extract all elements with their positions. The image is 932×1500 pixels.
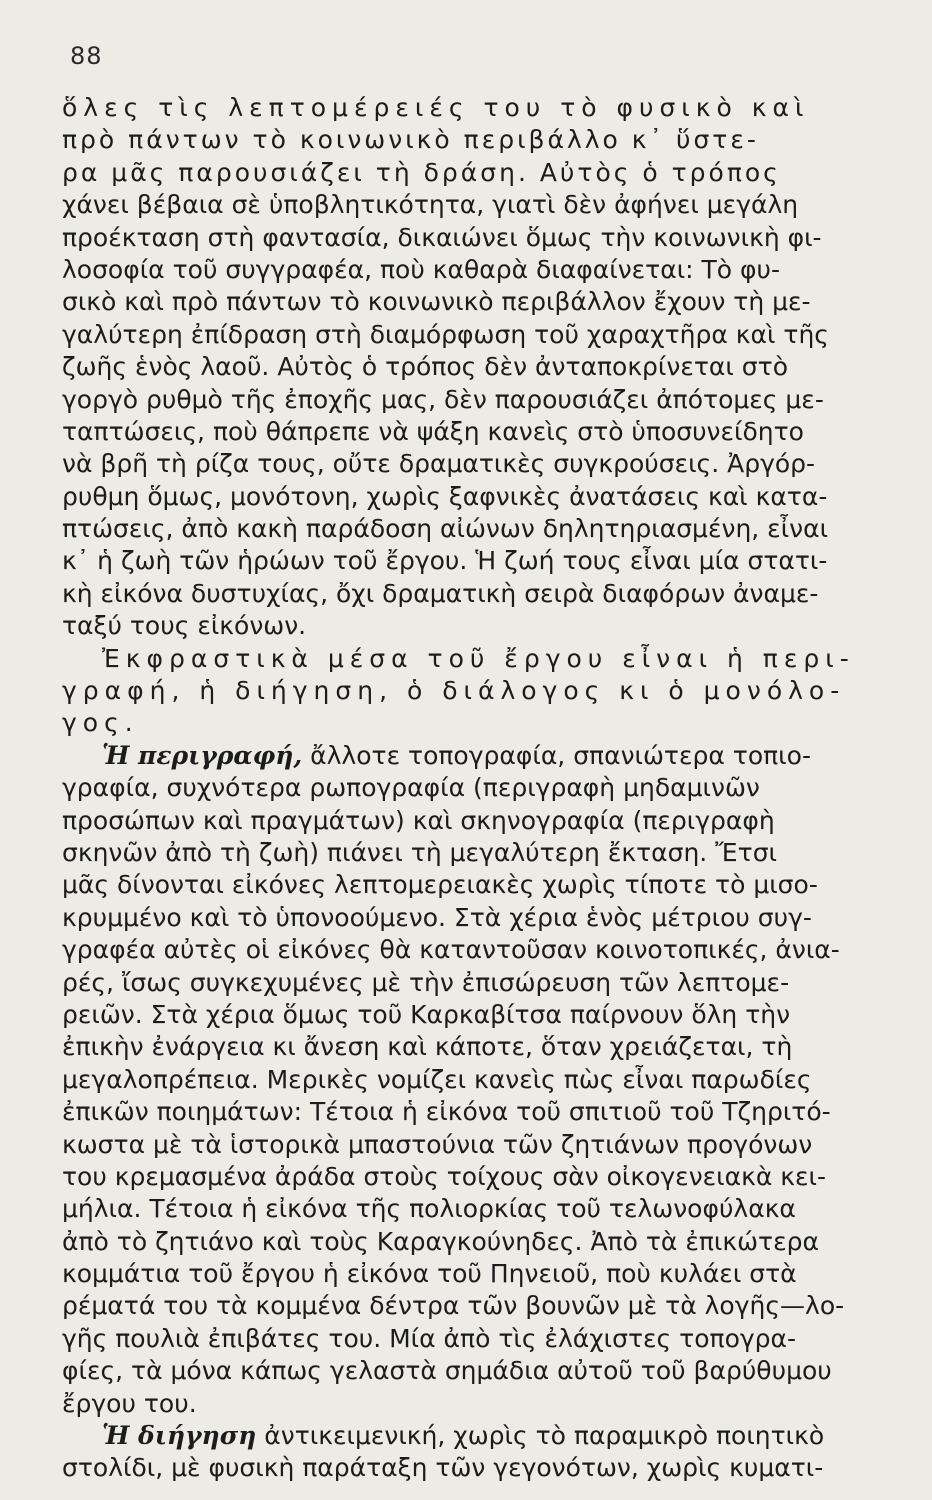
text-line: προσώπων καὶ πραγμάτων) καὶ σκηνογραφία (περιγραφὴ — [62, 805, 775, 835]
term-perigrafi: Ἡ περιγραφή, — [102, 740, 303, 770]
text-line: ρέματά του τὰ κομμένα δέντρα τῶν βουνῶν μὲ τὰ λογῆς—λο- — [62, 1291, 845, 1321]
text-line: Ἐκφραστικὰ μέσα τοῦ ἔργου εἶναι ἡ περι- — [102, 643, 855, 673]
text-line: ἀπὸ τὸ ζητιάνο καὶ τοὺς Καραγκούνηδες. Ἀπὸ τὰ ἐπικώτερα — [62, 1226, 819, 1256]
text-line: γραφία, συχνότερα ρωπογραφία (περιγραφὴ μηδαμινῶν — [62, 773, 760, 803]
text-line: ζωῆς ἑνὸς λαοῦ. Αὐτὸς ὁ τρόπος δὲν ἀνταποκρίνεται στὸ — [62, 352, 788, 382]
text-line: ταξύ τους εἰκόνων. — [62, 611, 307, 641]
text-line: ρειῶν. Στὰ χέρια ὅμως τοῦ Καρκαβίτσα παίρνουν ὅλη τὴν — [62, 999, 791, 1029]
text-line: γος. — [62, 708, 139, 738]
text-line: γοργὸ ρυθμὸ τῆς ἐποχῆς μας, δὲν παρουσιάζει ἀπότομες με- — [62, 384, 824, 414]
text-line: λοσοφία τοῦ συγγραφέα, ποὺ καθαρὰ διαφαίνεται: Τὸ φυ- — [62, 254, 781, 284]
text-line: νὰ βρῆ τὴ ρίζα τους, οὔτε δραματικὲς συγκρούσεις. Ἀργόρ- — [62, 449, 816, 479]
text-line: κ᾽ ἡ ζωὴ τῶν ἡρώων τοῦ ἔργου. Ἡ ζωή τους εἶναι μία στατι- — [62, 546, 828, 576]
text-line: ἐπικῶν ποιημάτων: Τέτοια ἡ εἰκόνα τοῦ σπιτιοῦ τοῦ Τζηριτό- — [62, 1097, 831, 1127]
text-line: μᾶς δίνονται εἰκόνες λεπτομερειακὲς χωρὶς τίποτε τὸ μισο- — [62, 870, 818, 900]
text-line: πρὸ πάντων τὸ κοινωνικὸ περιβάλλο κ᾽ ὕστε- — [62, 125, 759, 155]
term-diigisi: Ἡ διήγηση — [102, 1421, 257, 1451]
text-line: ρές, ἴσως συγκεχυμένες μὲ τὴν ἐπισώρευση τῶν λεπτομε- — [62, 967, 790, 997]
page-number: 88 — [70, 42, 103, 70]
text-line: σκηνῶν ἀπὸ τὴ ζωὴ) πιάνει τὴ μεγαλύτερη ἔκταση. Ἔτσι — [62, 837, 778, 867]
text-line: σικὸ καὶ πρὸ πάντων τὸ κοινωνικὸ περιβάλλον ἔχουν τὴ με- — [62, 287, 811, 317]
text-segment: ἄλλοτε τοπογραφία, σπανιώτερα τοπιο- — [310, 740, 811, 770]
text-line: χάνει βέβαια σὲ ὑποβλητικότητα, γιατὶ δὲν ἀφήνει μεγάλη — [62, 190, 799, 220]
text-line: προέκταση στὴ φαντασία, δικαιώνει ὅμως τὴν κοινωνικὴ φι- — [62, 222, 822, 252]
text-line: γραφή, ἡ διήγηση, ὁ διάλογος κι ὁ μονόλο- — [62, 676, 846, 706]
text-line — [62, 1420, 892, 1452]
text-line: ἐπικὴν ἐνάργεια κι ἄνεση καὶ κάποτε, ὅταν χρειάζεται, τὴ — [62, 1032, 793, 1062]
text-line: ταπτώσεις, ποὺ θάπρεπε νὰ ψάξη κανεὶς στὸ ὑποσυνείδητο — [62, 416, 804, 446]
text-line: ὅλες τὶς λεπτομέρειές του τὸ φυσικὸ καὶ — [62, 93, 810, 122]
text-line: γραφέα αὐτὲς οἱ εἰκόνες θὰ καταντοῦσαν κοινοτοπικές, ἀνια- — [62, 935, 840, 965]
body-text — [62, 92, 892, 1485]
text-line: ρα μᾶς παρουσιάζει τὴ δράση. Αὐτὸς ὁ τρόπος — [62, 157, 781, 187]
text-line: του κρεμασμένα ἀράδα στοὺς τοίχους σὰν οἰκογενειακὰ κει- — [62, 1161, 827, 1191]
text-line: κομμάτια τοῦ ἔργου ἡ εἰκόνα τοῦ Πηνειοῦ, ποὺ κυλάει στὰ — [62, 1259, 797, 1289]
text-line: ρυθμη ὅμως, μονότονη, χωρὶς ξαφνικὲς ἀνατάσεις καὶ κατα- — [62, 481, 828, 511]
text-line: γαλύτερη ἐπίδραση στὴ διαμόρφωση τοῦ χαραχτῆρα καὶ τῆς — [62, 319, 829, 349]
text-line — [62, 740, 892, 772]
text-segment: ἀντικειμενική, χωρὶς τὸ παραμικρὸ ποιητικὸ — [264, 1421, 825, 1451]
text-line: στολίδι, μὲ φυσικὴ παράταξη τῶν γεγονότων, χωρὶς κυματι- — [62, 1453, 824, 1483]
text-line: κωστα μὲ τὰ ἱστορικὰ μπαστούνια τῶν ζητιάνων προγόνων — [62, 1129, 813, 1159]
text-line: γῆς πουλιὰ ἐπιβάτες του. Μία ἀπὸ τὶς ἐλάχιστες τοπογρα- — [62, 1323, 797, 1353]
text-line: μεγαλοπρέπεια. Μερικὲς νομίζει κανεὶς πὼς εἶναι παρωδίες — [62, 1064, 812, 1094]
text-line: ἔργου του. — [62, 1388, 197, 1418]
text-line: πτώσεις, ἀπὸ κακὴ παράδοση αἰώνων δηλητηριασμένη, εἶναι — [62, 514, 829, 544]
text-line: φίες, τὰ μόνα κάπως γελαστὰ σημάδια αὐτοῦ τοῦ βαρύθυμου — [62, 1356, 832, 1386]
text-line: κρυμμένο καὶ τὸ ὑπονοούμενο. Στὰ χέρια ἑνὸς μέτριου συγ- — [62, 902, 812, 932]
text-line: μήλια. Τέτοια ἡ εἰκόνα τῆς πολιορκίας τοῦ τελωνοφύλακα — [62, 1194, 796, 1224]
text-line: κὴ εἰκόνα δυστυχίας, ὄχι δραματικὴ σειρὰ διαφόρων ἀναμε- — [62, 578, 819, 608]
